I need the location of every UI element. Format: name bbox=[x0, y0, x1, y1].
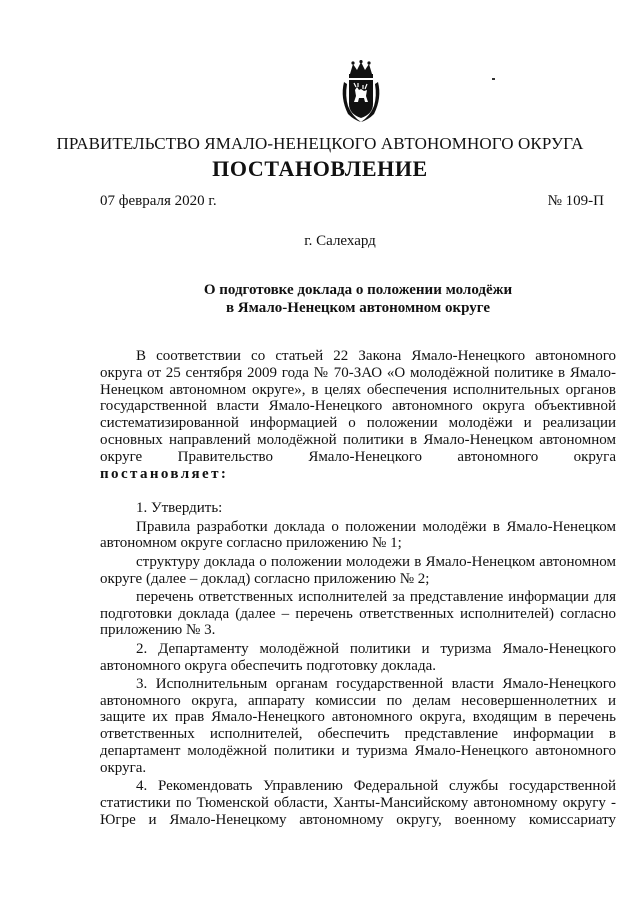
preamble-paragraph bbox=[100, 348, 616, 482]
subject-line-2: в Ямало-Ненецком автономном округе bbox=[225, 300, 491, 316]
paragraph-4: 4. Рекомендовать Управлению Федеральной службы государственной статистики по Тюменской области, Ханты-Мансийскому автономному округу - Югре и Ямало-Ненецкому автономному округу, военному комиссариату bbox=[100, 778, 616, 828]
paragraph-1a: Правила разработки доклада о положении молодёжи в Ямало-Ненецком автономном округе согласно приложению № 1; bbox=[100, 518, 616, 552]
paragraph-1b: структуру доклада о положении молодежи в Ямало-Ненецком автономном округе (далее – доклад) согласно приложению № 2; bbox=[100, 553, 616, 587]
document-date: 07 февраля 2020 г. bbox=[100, 193, 217, 209]
paragraph-1c: перечень ответственных исполнителей за представление информации для подготовки доклада (далее – перечень ответственных исполнителей) согласно приложению № 3. bbox=[100, 588, 616, 639]
subject-line-1: О подготовке доклада о положении молодёжи bbox=[203, 282, 513, 298]
document-subject bbox=[100, 281, 616, 317]
paragraph-3: 3. Исполнительным органам государственной власти Ямало-Ненецкого автономного округа, аппарату комиссии по делам несовершеннолетних и защите их прав Ямало-Ненецкого автономного округа, входящим в перечень ответственных исполнителей, обеспечить представление информации в департамент молодёжной политики и туризма Ямало-Ненецкого автономного округа. bbox=[100, 675, 616, 776]
paragraph-1: 1. Утвердить: bbox=[136, 500, 223, 517]
paragraph-2: 2. Департаменту молодёжной политики и туризма Ямало-Ненецкого автономного округа обеспечить подготовку доклада. bbox=[100, 640, 616, 674]
preamble-text: В соответствии со статьей 22 Закона Ямало-Ненецкого автономного округа от 25 сентября 2009 года № 70-ЗАО «О молодёжной политике в Ямало-Ненецком автономном округе», в целях обеспечения исполнительных органов государственной власти Ямало-Ненецкого автономного округа объективной систематизированной информацией о положении молодёжи и реализации основных направлений молодёжной политики в Ямало-Ненецком автономном округе Правительство Ямало-Ненецкого автономного округа bbox=[100, 348, 616, 465]
government-title: ПРАВИТЕЛЬСТВО ЯМАЛО-НЕНЕЦКОГО АВТОНОМНОГО ОКРУГА bbox=[56, 134, 584, 153]
document-city: г. Салехард bbox=[304, 233, 376, 249]
scan-speck bbox=[492, 78, 495, 80]
resolve-word: постановляет: bbox=[100, 465, 229, 482]
document-body bbox=[100, 348, 616, 829]
coat-of-arms-emblem bbox=[340, 60, 382, 124]
document-number: № 109-П bbox=[547, 193, 604, 209]
document-type: ПОСТАНОВЛЕНИЕ bbox=[212, 156, 428, 181]
